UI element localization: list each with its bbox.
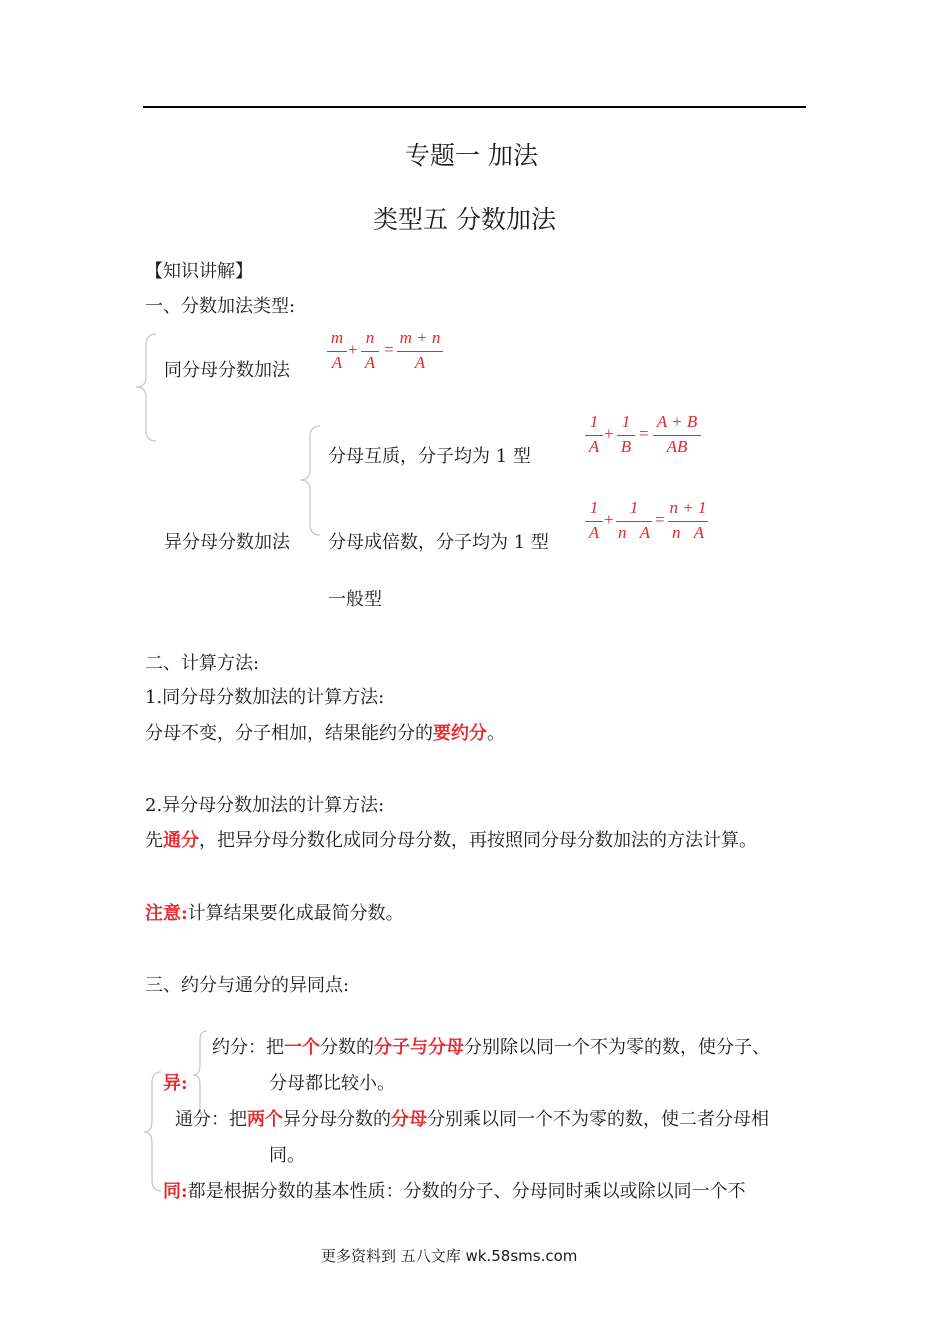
formula-same-frac1: m A (327, 328, 347, 376)
formula-multiple-result: n + 1 n⃞A (669, 498, 707, 542)
tongfen-t2: 异分母分数的 (283, 1109, 391, 1130)
note-text: 计算结果要化成最简分数。 (187, 903, 404, 924)
yuefen-line1 (212, 1033, 770, 1059)
method2-body: ，把异分母分数化成同分母分数，再按照同分母分数加法的方法计算。 (199, 830, 757, 851)
tongfen-line1 (175, 1105, 769, 1131)
method2-emphasis: 通分 (163, 830, 199, 851)
formula-multiple-frac1: 1 A (585, 498, 603, 546)
header-rule (143, 106, 806, 108)
tongfen-t3: 分别乘以同一个不为零的数，使二者分母相 (427, 1109, 769, 1130)
footer-link[interactable]: 更多资料到 五八文库 wk.58sms.com (321, 1247, 578, 1265)
plus-sign: + (604, 424, 614, 443)
tongfen-e2: 分母 (391, 1109, 427, 1130)
formula-same-frac2: n A (361, 328, 379, 376)
method2-title: 2.异分母分数加法的计算方法: (145, 795, 385, 816)
tongfen-e1: 两个 (247, 1109, 283, 1130)
method1-end: 。 (487, 723, 505, 744)
subtype-multiple: 分母成倍数，分子均为 1 型 (328, 532, 549, 553)
yuefen-e1: 一个 (284, 1037, 320, 1058)
yuefen-e2: 分子与分母 (374, 1037, 464, 1058)
formula-multiple-frac2: 1 n⃞A (617, 498, 651, 542)
equals-sign: = (655, 510, 665, 529)
part2-heading: 二、计算方法: (145, 653, 260, 674)
formula-same-result: m + n A (397, 328, 443, 376)
plus-sign: + (348, 340, 358, 359)
method1-title: 1.同分母分数加法的计算方法: (145, 687, 385, 708)
yuefen-t1: 约分：把 (212, 1037, 284, 1058)
yuefen-t2: 分数的 (320, 1037, 374, 1058)
method2-prefix: 先 (145, 830, 163, 851)
same-label: 同: (163, 1181, 188, 1202)
note-label: 注意: (145, 903, 188, 924)
left-brace-icon (132, 333, 158, 443)
formula-coprime-frac2: 1 B (617, 412, 635, 460)
same-text: 都是根据分数的基本性质：分数的分子、分母同时乘以或除以同一个不 (187, 1181, 746, 1202)
subtype-coprime: 分母互质，分子均为 1 型 (328, 446, 531, 467)
note-line (145, 899, 404, 925)
yuefen-line2: 分母都比较小。 (269, 1073, 395, 1094)
equals-sign: = (384, 340, 394, 359)
part3-heading: 三、约分与通分的异同点: (145, 975, 350, 996)
tongfen-line2: 同。 (269, 1145, 305, 1166)
formula-coprime-frac1: 1 A (585, 412, 603, 460)
plus-sign: + (604, 510, 614, 529)
formula-coprime-result: A + B AB (653, 412, 701, 460)
diff-denominator-label: 异分母分数加法 (164, 532, 290, 553)
outer-brace-icon (141, 1071, 163, 1193)
equals-sign: = (639, 424, 649, 443)
same-line (163, 1177, 746, 1203)
diff-label: 异: (163, 1073, 188, 1094)
subtype-general: 一般型 (328, 589, 382, 610)
method2-text (145, 826, 757, 852)
page-subtitle: 类型五 分数加法 (373, 205, 556, 234)
sub-brace-icon (296, 425, 322, 537)
page-title: 专题一 加法 (405, 141, 538, 170)
section-label: 【知识讲解】 (145, 261, 253, 282)
part1-heading: 一、分数加法类型: (145, 296, 296, 317)
method1-emphasis: 要约分 (433, 723, 487, 744)
yuefen-t3: 分别除以同一个不为零的数，使分子、 (464, 1037, 770, 1058)
same-denominator-label: 同分母分数加法 (164, 360, 290, 381)
method1-body: 分母不变，分子相加，结果能约分的 (145, 723, 433, 744)
tongfen-t1: 通分：把 (175, 1109, 247, 1130)
method1-text (145, 719, 505, 745)
